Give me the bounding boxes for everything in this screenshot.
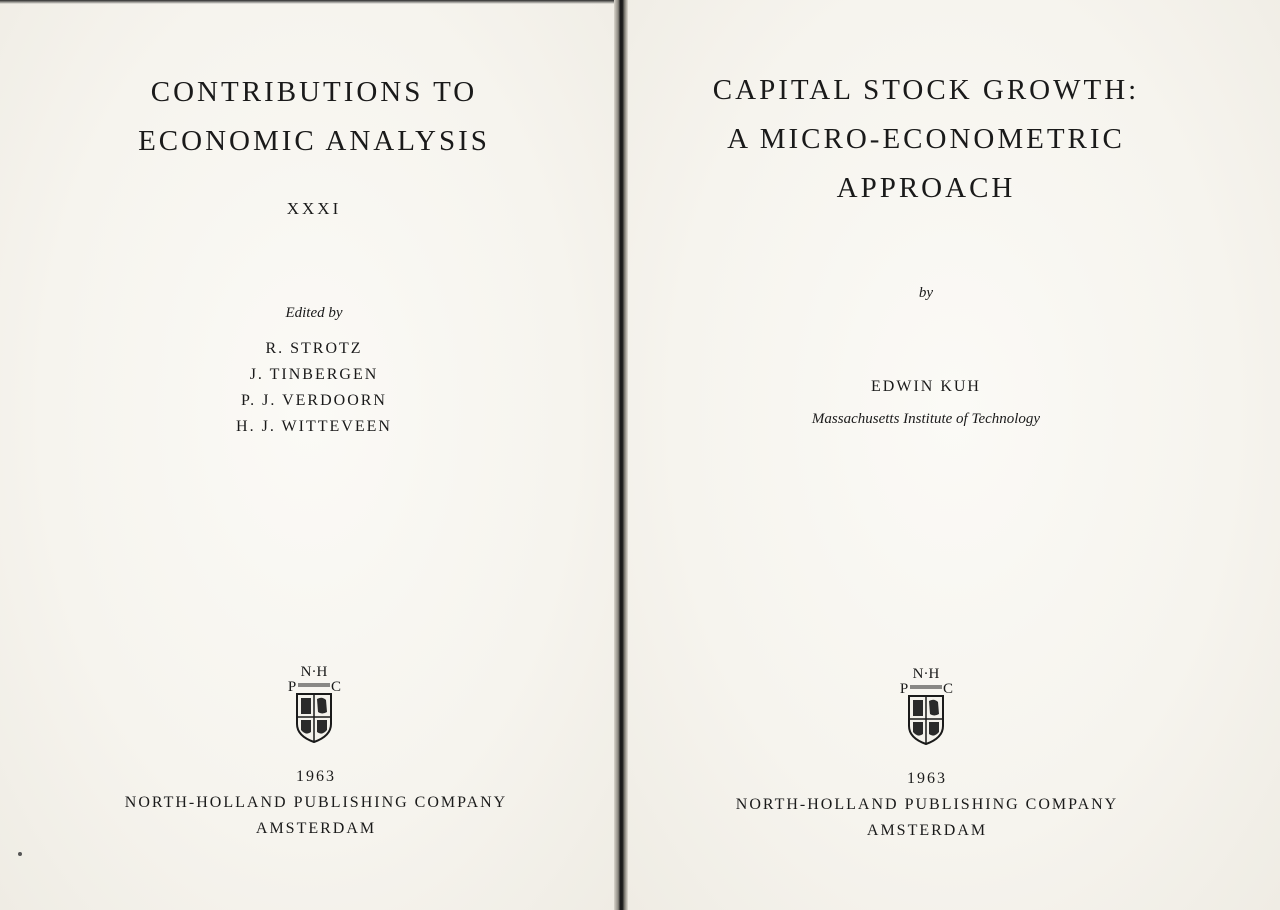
editor-name: H. J. WITTEVEEN (236, 418, 392, 435)
volume-number: XXXI (286, 199, 342, 218)
publication-year: 1963 (296, 768, 336, 785)
book-spine-gutter (614, 0, 628, 910)
right-page (628, 0, 1280, 910)
publisher-name: NORTH-HOLLAND PUBLISHING COMPANY (735, 796, 1119, 813)
page-top-edge-shadow (0, 0, 618, 4)
publisher-emblem-icon (284, 662, 344, 746)
editor-name: P. J. VERDOORN (241, 392, 387, 409)
author-name: EDWIN KUH (871, 378, 981, 395)
by-label: by (918, 285, 934, 301)
publisher-city: AMSTERDAM (255, 820, 377, 837)
author-affiliation: Massachusetts Institute of Technology (811, 411, 1041, 427)
left-page (0, 0, 618, 910)
publisher-emblem-icon (896, 664, 956, 748)
series-title-line1: CONTRIBUTIONS TO (150, 76, 478, 108)
emblem-graphic (284, 662, 344, 746)
emblem-letter-left: P (899, 681, 909, 697)
emblem-letters-top: N·H (300, 664, 328, 680)
edited-by-label: Edited by (285, 305, 343, 321)
emblem-letter-right: C (330, 679, 342, 695)
publication-year: 1963 (907, 770, 947, 787)
publisher-city: AMSTERDAM (866, 822, 988, 839)
publisher-name: NORTH-HOLLAND PUBLISHING COMPANY (124, 794, 508, 811)
editor-name: J. TINBERGEN (249, 366, 379, 383)
emblem-letter-left: P (287, 679, 297, 695)
editor-name: R. STROTZ (265, 340, 363, 357)
paper-speck (18, 852, 22, 856)
emblem-letter-right: C (942, 681, 954, 697)
series-title-line2: ECONOMIC ANALYSIS (138, 125, 490, 157)
emblem-letters-top: N·H (912, 666, 940, 682)
book-title-line1: CAPITAL STOCK GROWTH: (712, 74, 1140, 106)
book-title-line3: APPROACH (836, 172, 1016, 204)
book-title-line2: A MICRO-ECONOMETRIC (727, 123, 1125, 155)
emblem-graphic (896, 664, 956, 748)
